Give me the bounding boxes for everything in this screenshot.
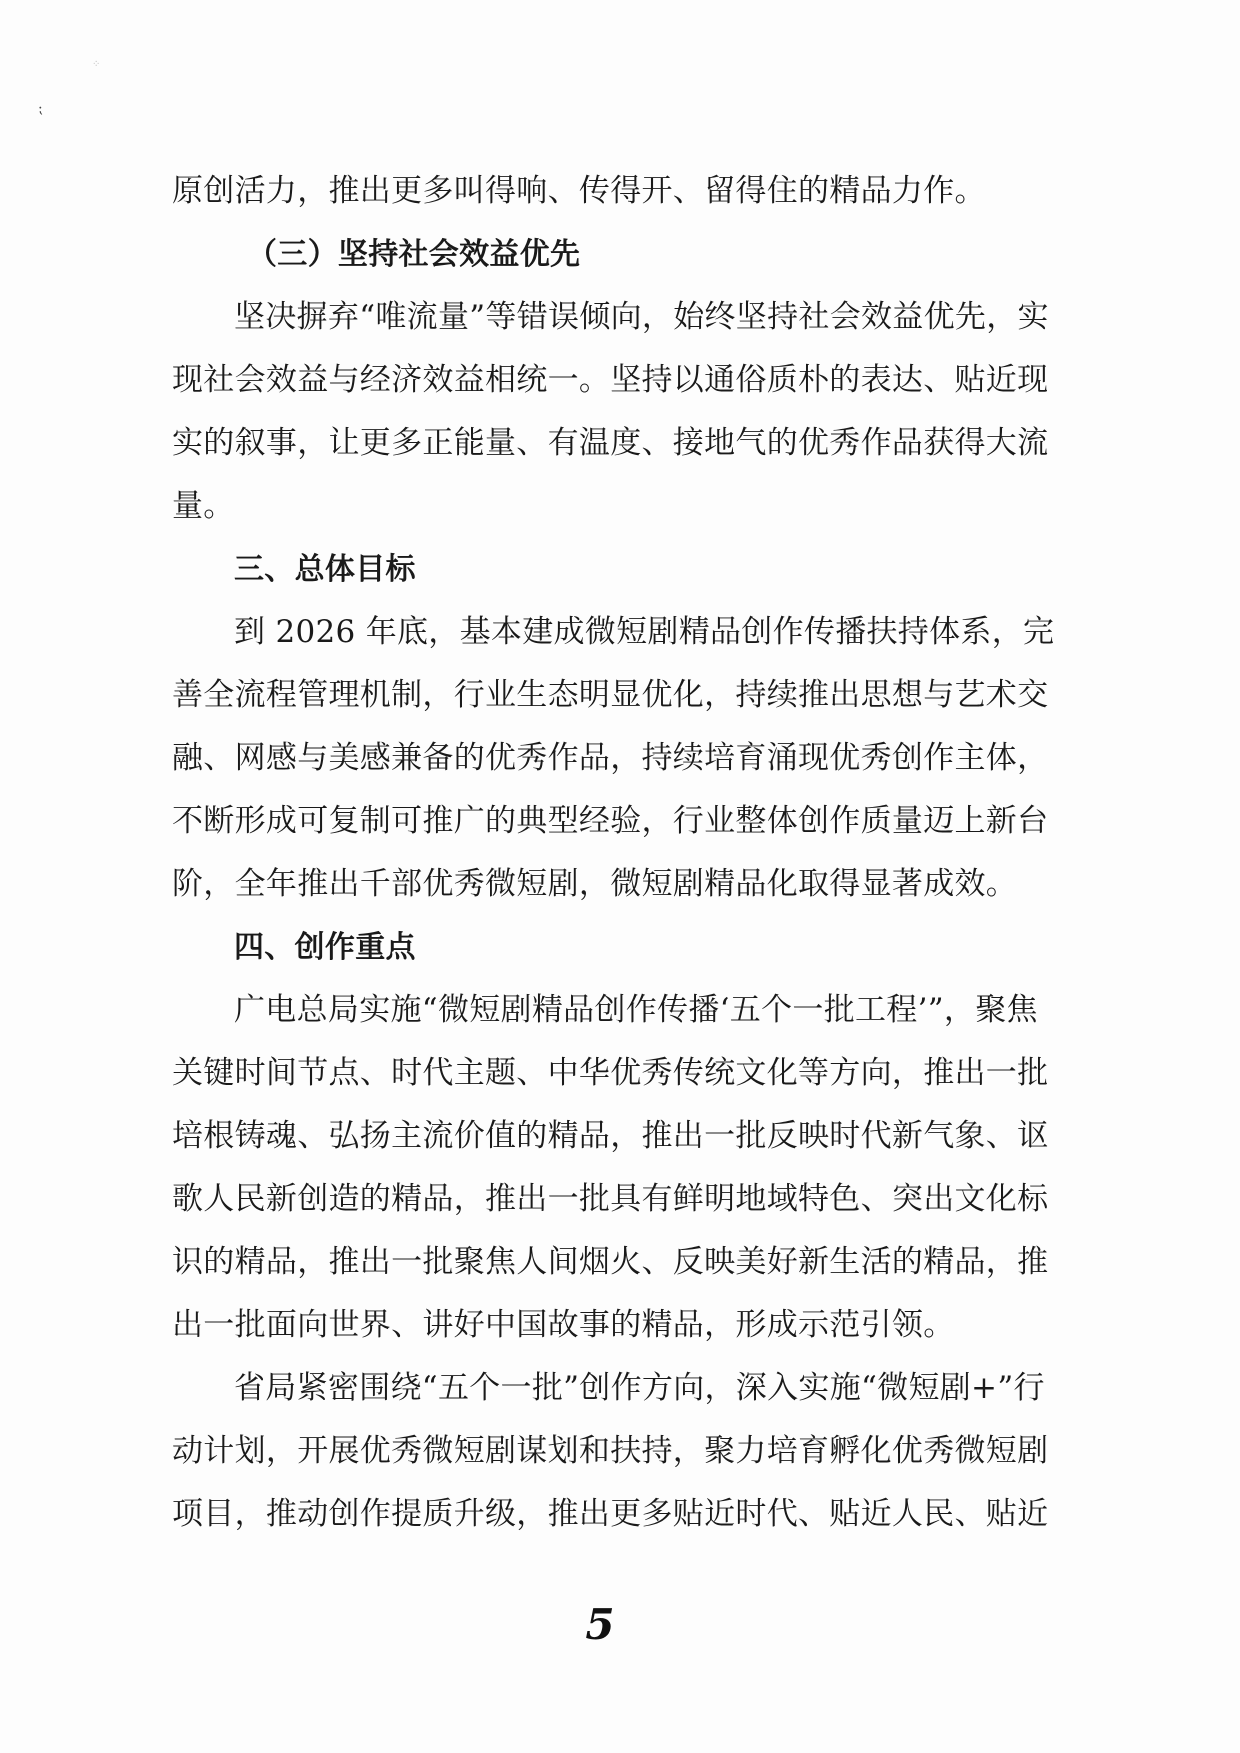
body-line: 不断形成可复制可推广的典型经验，行业整体创作质量迈上新台 [172, 803, 1049, 839]
body-line: 原创活力，推出更多叫得响、传得开、留得住的精品力作。 [172, 173, 986, 209]
body-line: 歌人民新创造的精品，推出一批具有鲜明地域特色、突出文化标 [172, 1181, 1049, 1217]
scan-speck: ⁏ [38, 101, 43, 117]
body-line: 阶，全年推出千部优秀微短剧，微短剧精品化取得显著成效。 [172, 866, 1018, 902]
scan-speck: ⁘ [92, 59, 101, 70]
body-line: 动计划，开展优秀微短剧谋划和扶持，聚力培育孵化优秀微短剧 [172, 1433, 1049, 1469]
document-body [172, 160, 1055, 1546]
body-line: 识的精品，推出一批聚焦人间烟火、反映美好新生活的精品，推 [172, 1244, 1049, 1280]
section-heading: 三、总体目标 [234, 552, 416, 587]
paragraph-first-line: 到 2026 年底，基本建成微短剧精品创作传播扶持体系，完 [234, 614, 1055, 650]
body-line: 出一批面向世界、讲好中国故事的精品，形成示范引领。 [172, 1307, 955, 1343]
paragraph-first-line: 坚决摒弃“唯流量”等错误倾向，始终坚持社会效益优先，实 [234, 299, 1049, 335]
body-line: 项目，推动创作提质升级，推出更多贴近时代、贴近人民、贴近 [172, 1496, 1049, 1532]
section-heading: 四、创作重点 [234, 930, 416, 965]
page-number: 5 [585, 1600, 615, 1649]
body-line: 量。 [172, 488, 235, 524]
body-line: 实的叙事，让更多正能量、有温度、接地气的优秀作品获得大流 [172, 425, 1049, 461]
paragraph-first-line: 广电总局实施“微短剧精品创作传播‘五个一批工程’”，聚焦 [234, 992, 1038, 1028]
body-line: 关键时间节点、时代主题、中华优秀传统文化等方向，推出一批 [172, 1055, 1049, 1091]
body-line: 融、网感与美感兼备的优秀作品，持续培育涌现优秀创作主体， [172, 740, 1049, 776]
paragraph-first-line: 省局紧密围绕“五个一批”创作方向，深入实施“微短剧+”行 [234, 1370, 1045, 1406]
body-line: 善全流程管理机制，行业生态明显优化，持续推出思想与艺术交 [172, 677, 1049, 713]
body-line: 现社会效益与经济效益相统一。坚持以通俗质朴的表达、贴近现 [172, 362, 1049, 398]
body-line: 培根铸魂、弘扬主流价值的精品，推出一批反映时代新气象、讴 [172, 1118, 1049, 1154]
section-heading: （三）坚持社会效益优先 [247, 237, 581, 272]
